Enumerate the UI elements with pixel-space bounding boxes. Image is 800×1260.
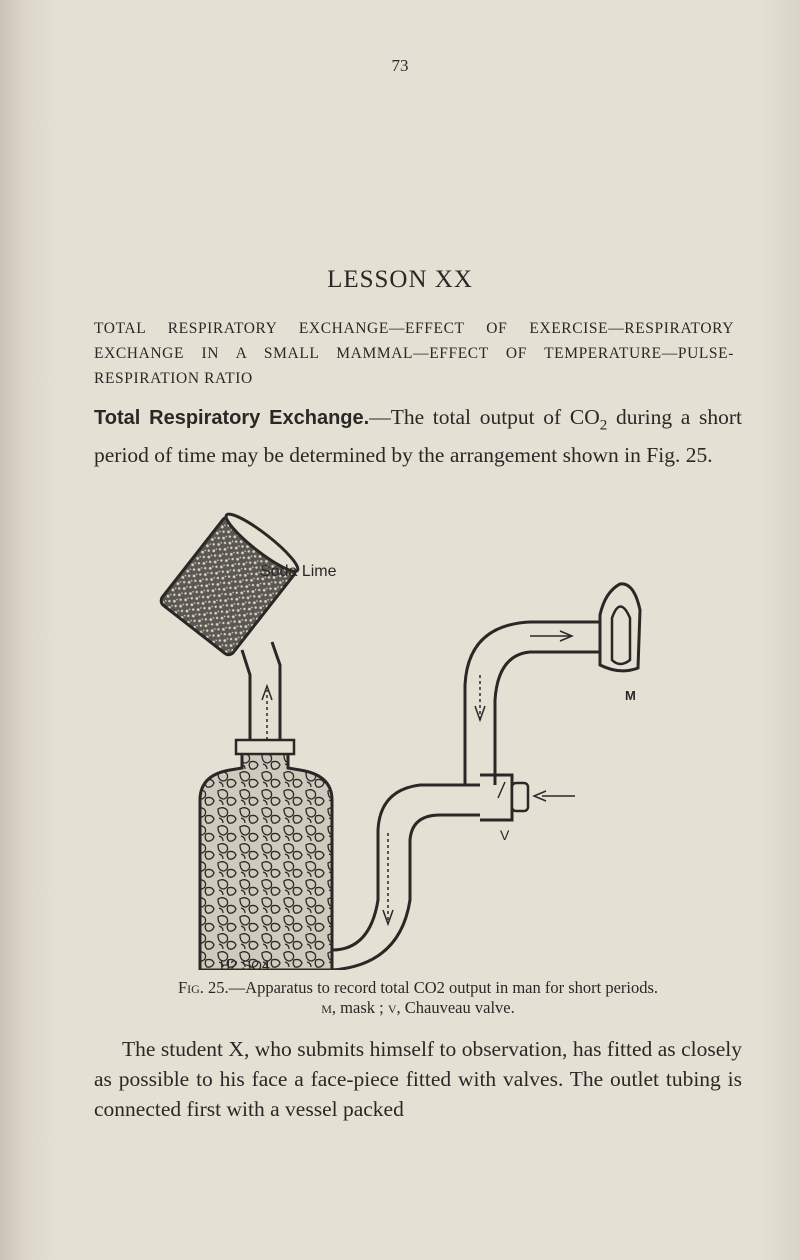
caption-m: m [321,998,332,1017]
figure-caption [94,978,742,1018]
soda-lime-label: Soda Lime [260,563,337,580]
h2so4-label: H2 SO4 [220,957,270,970]
intro-text-part1: —The total output of CO [369,405,600,429]
lesson-title: LESSON XX [327,266,473,293]
face-mask [600,584,640,671]
valve-to-bottle-tube [332,785,480,970]
canister-outlet-tube [242,642,280,755]
mask-to-valve-tube [465,622,600,785]
co2-subscript: 2 [599,417,608,434]
page-number: 73 [391,56,409,75]
intro-text-part2: during a short period of time may be determined by the arrangement shown in Fig. 25. [94,405,742,468]
apparatus-figure [150,500,710,970]
caption-mid: , mask ; [331,998,388,1017]
caption-text: —Apparatus to record total CO2 output in man for short periods. [228,978,659,997]
body-paragraph: The student X, who submits himself to observation, has fitted as closely as possible to his face a face-piece fitted with valves. The outlet tubing is connected first with a vessel packed [94,1037,742,1121]
lesson-subtitle: TOTAL RESPIRATORY EXCHANGE—EFFECT OF EXERCISE—RESPIRATORY EXCHANGE IN A SMALL MAMMAL—EFFECT OF TEMPERATURE—PULSE-RESPIRATION RATIO [94,320,734,387]
section-heading: Total Respiratory Exchange. [94,407,370,429]
valve-label: V [500,827,510,843]
mask-label: M [625,688,636,703]
caption-label: Fig. 25. [177,978,229,997]
caption-end: , Chauveau valve. [396,998,515,1017]
caption-v: v [387,998,397,1017]
soda-lime-canister [159,508,303,657]
h2so4-bottle [200,740,332,970]
intro-paragraph [94,402,742,470]
